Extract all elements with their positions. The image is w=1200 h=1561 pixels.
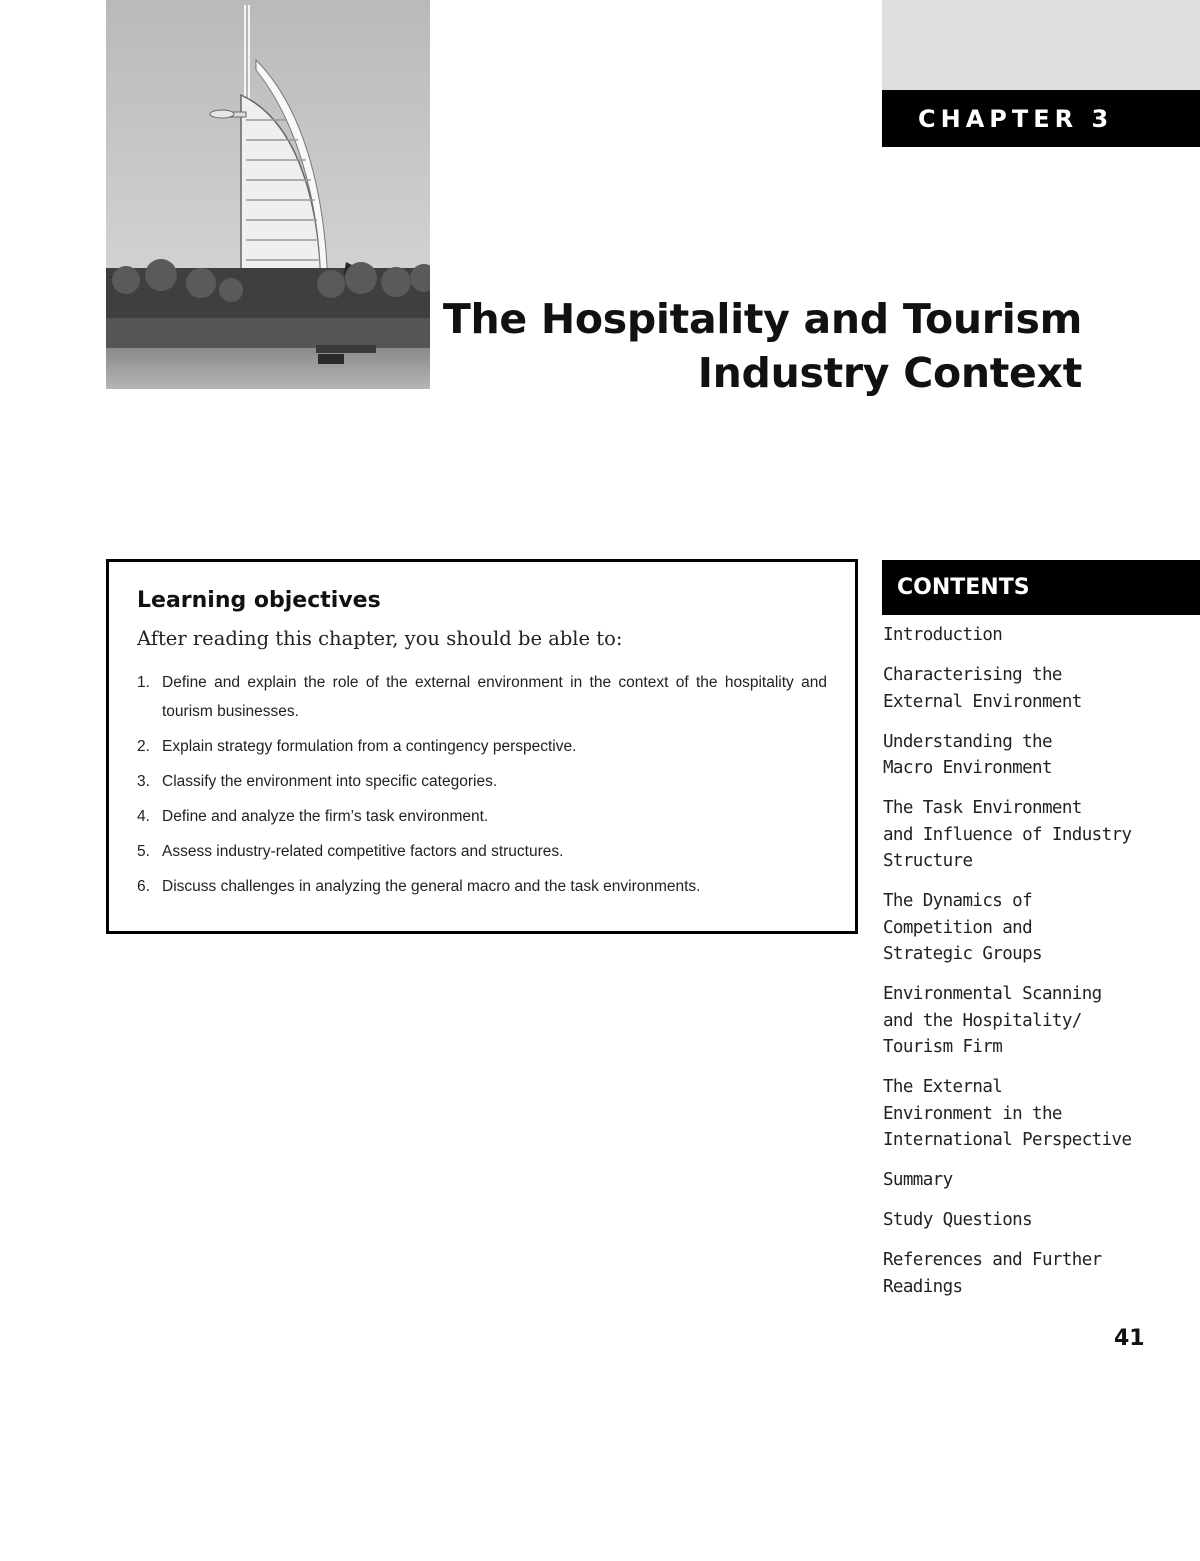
contents-item[interactable] (883, 662, 1183, 715)
objective-number: 1. (137, 674, 150, 691)
objective-item (137, 872, 827, 901)
contents-item[interactable] (883, 729, 1183, 782)
objective-item (137, 767, 827, 796)
objective-text: Define and explain the role of the external environment in the context of the hospitality and tourism businesses. (162, 674, 827, 720)
contents-item[interactable] (883, 981, 1183, 1061)
contents-item[interactable] (883, 1247, 1183, 1300)
objective-number: 5. (137, 843, 150, 860)
chapter-title-line: The Hospitality and Tourism (442, 295, 1082, 343)
header-gray-band (882, 0, 1200, 90)
contents-item[interactable] (883, 1167, 1183, 1194)
contents-item-line: Readings (883, 1276, 963, 1297)
contents-item-line: External Environment (883, 691, 1082, 712)
learning-objectives-box (106, 559, 858, 934)
objective-text: Discuss challenges in analyzing the general macro and the task environments. (162, 878, 701, 895)
objective-number: 3. (137, 773, 150, 790)
contents-item-line: Characterising the (883, 665, 1062, 685)
hotel-illustration (106, 0, 430, 389)
contents-item-line: Environment in the (883, 1103, 1062, 1124)
contents-item-line: Introduction (883, 625, 1003, 645)
objective-text: Classify the environment into specific categories. (162, 773, 498, 790)
contents-item[interactable] (883, 888, 1183, 968)
contents-item[interactable] (883, 795, 1183, 875)
contents-item[interactable] (883, 622, 1183, 649)
contents-item-line: The External (883, 1077, 1003, 1097)
objective-text: Define and analyze the firm’s task environment. (162, 808, 489, 825)
contents-list (883, 622, 1183, 1314)
objective-item (137, 802, 827, 831)
objective-item (137, 732, 827, 761)
objective-item (137, 837, 827, 866)
contents-item-line: Structure (883, 851, 973, 871)
contents-item[interactable] (883, 1207, 1183, 1234)
objective-item (137, 668, 827, 726)
contents-item-line: References and Further (883, 1250, 1102, 1270)
objective-text: Assess industry-related competitive factors and structures. (162, 843, 564, 860)
page-number: 41 (1114, 1326, 1145, 1351)
learning-objectives-list (137, 668, 827, 901)
contents-item-line: Summary (883, 1170, 953, 1190)
contents-item-line: Strategic Groups (883, 944, 1042, 964)
contents-item-line: Understanding the (883, 731, 1052, 752)
contents-item-line: Tourism Firm (883, 1037, 1003, 1057)
contents-item-line: Macro Environment (883, 758, 1052, 778)
contents-heading: CONTENTS (882, 560, 1200, 615)
objective-number: 4. (137, 808, 150, 825)
contents-item-line: Environmental Scanning (883, 984, 1102, 1004)
objective-text: Explain strategy formulation from a contingency perspective. (162, 738, 577, 755)
chapter-title (443, 292, 1082, 400)
contents-item-line: International Perspective (883, 1130, 1132, 1150)
learning-objectives-intro: After reading this chapter, you should be able to: (137, 627, 623, 650)
contents-item-line: and the Hospitality/ (883, 1010, 1082, 1031)
hotel-photo (106, 0, 430, 389)
contents-item-line: Competition and (883, 917, 1033, 938)
contents-item-line: The Task Environment (883, 798, 1082, 818)
learning-objectives-heading: Learning objectives (137, 588, 381, 613)
objective-number: 6. (137, 878, 150, 895)
contents-item-line: Study Questions (883, 1210, 1033, 1230)
objective-number: 2. (137, 738, 150, 755)
contents-item[interactable] (883, 1074, 1183, 1154)
chapter-label: CHAPTER 3 (882, 90, 1200, 147)
contents-item-line: The Dynamics of (883, 891, 1033, 911)
chapter-title-line: Industry Context (697, 349, 1082, 397)
contents-item-line: and Influence of Industry (883, 824, 1132, 845)
